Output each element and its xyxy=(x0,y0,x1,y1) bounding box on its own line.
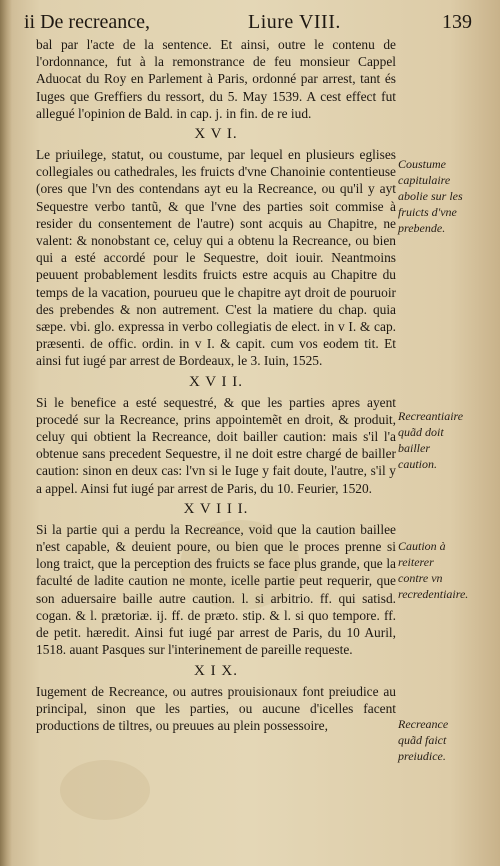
paragraph: Si le benefice a esté sequestré, & que les parties apres ayent procedé sur la Recreance, prins appointemẽt en droit, & produit, celuy qui obtient la Recreance, doit bailler caution: mais s'il l'a obtenue sans precedent Sequestre, il ne doit estre chargé de bailler caution: sinon en deux cas: l'vn si le Iuge y fait doute, l'autre, s'il y a appel. Ainsi fut iugé par arrest de Paris, du 10. Feurier, 1520. xyxy=(36,394,396,496)
header-title: ii De recreance, xyxy=(24,11,151,33)
paragraph: Iugement de Recreance, ou autres prouisionaux font preiudice au principal, sinon que les parties, ou aucune d'icelles facent productions de tiltres, ou preuues au plein possessoire, xyxy=(36,683,396,733)
margin-note: Caution à reiterer contre vn recredentiaire. xyxy=(398,539,469,601)
header-book-number: Liure VIII. xyxy=(248,11,341,33)
section-heading: X V I. xyxy=(194,126,238,143)
paper-stain xyxy=(60,760,150,820)
margin-note: Coustume capitulaire abolie sur les fruicts d'vne prebende. xyxy=(398,157,463,235)
margin-note: Recreantiaire quãd doit bailler caution. xyxy=(398,409,464,471)
running-header xyxy=(24,10,472,34)
paragraph: Le priuilege, statut, ou coustume, par lequel en plusieurs eglises collegiales ou cathedrales, les fruicts d'vne Chanoinie contentieuse (ores que l'vn des contendans ayt eu la Recreance, ou qu'il y ayt Sequestre verbo tantũ, & que l'vne des parties soit commise à resider du consentement de l'autre) sont acquis au Chapitre, ne valent: & nonobstant ce, celuy qui a obtenu la Recreance, ou bien qui a esté accordé pour le Sequestre, doit iouir. Neantmoins peuuent probablement lesdits fruicts estre acquis au Chapitre du temps de la vacation, pourueu que le chapitre ayt droit de pouruoir des prebendes & non autrement. C'est la matiere du chap. quia sæpe. vbi. glo. expressa in verbo collegiatis de elect. in v I. & cap. præsenti. de offic. ordin. in v I. & capit. cum vos eodem tit. Et ainsi fut iugé par arrest de Bordeaux, le 3. Iuin, 1525. xyxy=(36,147,396,369)
margin-note: Recreance quãd faict preiudice. xyxy=(398,717,449,763)
main-text-column xyxy=(36,36,396,734)
binding-shadow xyxy=(0,0,12,866)
section-heading: X I X. xyxy=(194,662,238,679)
page-number: 139 xyxy=(442,11,472,33)
section-heading: X V I I. xyxy=(188,373,244,390)
section-heading: X V I I I. xyxy=(183,500,249,517)
paragraph: Si la partie qui a perdu la Recreance, void que la caution baillee n'est capable, & deuient poure, ou bien que le proces prenne si long traict, que la perception des fruicts se face plus grande, que la faculté de ladite caution ne monte, icelle partie peut requerir, que son aduersaire baille autre caution. l. si arbitrio. ff. qui satisd. cogan. & l. prætoriæ. ij. ff. de præto. stip. & l. si quo tempore. ff. de petit. hæredit. Ainsi fut iugé par arrest de Paris, du 10 Auril, 1518. auant Pasques sur l'interinement de pareille requeste. xyxy=(36,521,396,658)
paragraph: bal par l'acte de la sentence. Et ainsi, outre le contenu de l'ordonnance, fut à la remonstrance de feu monsieur Cappel Aduocat du Roy en Parlement à Paris, ordonné par arrest, tant és Iuges que Greffiers du ressort, du 5. May 1539. A cest effect fut allegué l'opinion de Bald. in cap. j. in fin. de re iud. xyxy=(36,37,396,121)
